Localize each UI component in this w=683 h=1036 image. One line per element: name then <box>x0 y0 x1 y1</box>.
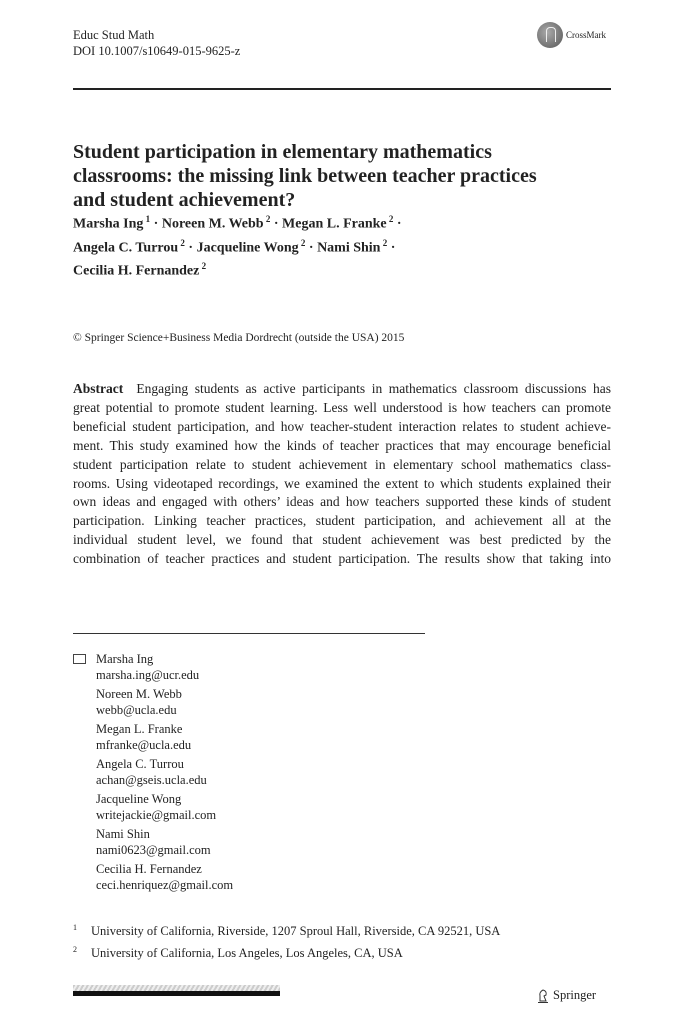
author-name: Jacqueline Wong <box>196 240 299 256</box>
abstract-line: ment. This study examined how the kinds of teacher practices that may encourage beneficial <box>73 437 611 453</box>
author-name: Angela C. Turrou <box>73 240 179 256</box>
contact-entry <box>96 722 233 753</box>
author-name: Megan L. Franke <box>282 216 387 232</box>
abstract-line: participation. Linking teacher practices, student participation, and achievement all at the <box>73 513 611 529</box>
author-affiliation-mark: 2 <box>300 237 306 248</box>
copyright: © Springer Science+Business Media Dordrecht (outside the USA) 2015 <box>73 332 405 344</box>
author-affiliation-mark: 2 <box>201 261 207 272</box>
abstract-line: student participation relate to student achievement in elementary school mathematics class- <box>73 456 611 472</box>
contact-entry <box>96 827 233 858</box>
contact-email[interactable]: achan@gseis.ucla.edu <box>96 772 207 787</box>
affiliation-number: 2 <box>73 945 77 954</box>
contact-email[interactable]: ceci.henriquez@gmail.com <box>96 877 234 892</box>
title-line: classrooms: the missing link between teacher practices <box>73 165 537 187</box>
title-line: Student participation in elementary mathematics <box>73 141 492 163</box>
envelope-icon <box>73 654 86 664</box>
contact-email[interactable]: mfranke@ucla.edu <box>96 737 192 752</box>
journal-name: Educ Stud Math <box>73 28 155 42</box>
author-name: Nami Shin <box>317 240 381 256</box>
footnote-rule <box>73 633 425 634</box>
abstract-label: Abstract <box>73 381 124 396</box>
contact-name: Noreen M. Webb <box>96 687 182 701</box>
abstract-line: combination of teacher practices and student participation. The results show that taking into <box>73 551 611 567</box>
author-list: Marsha Ing $^1$ · Noreen M. Webb $^2$ · Megan L. Franke $^2$ · Angela C. Turrou $^2$ · Jacqueline Wong $^2$ · Nami Shin $^2$ · Cecilia H. Fernandez $^2$ <box>73 214 402 279</box>
author-affiliation-mark: 2 <box>180 237 185 248</box>
affiliation <box>73 945 403 961</box>
title-line: and student achievement? <box>73 189 296 211</box>
paper-title <box>73 140 537 212</box>
contact-entry <box>96 862 233 893</box>
contact-name: Cecilia H. Fernandez <box>96 862 202 876</box>
contact-name: Marsha Ing <box>96 652 154 666</box>
contact-name: Jacqueline Wong <box>96 792 182 806</box>
author-name: Cecilia H. Fernandez <box>73 263 200 279</box>
author-affiliation-mark: 2 <box>265 214 271 224</box>
springer-logo <box>537 988 596 1003</box>
contact-name: Angela C. Turrou <box>96 757 184 771</box>
affiliation <box>73 923 500 939</box>
contact-entry <box>96 687 233 718</box>
abstract-line: rooms. Using videotaped recordings, we examined the extent to which students explained their <box>73 475 611 491</box>
contact-entry <box>96 757 233 788</box>
abstract-text: Engaging students as active participants in mathematics classroom discussions has <box>136 381 611 396</box>
abstract-line: own ideas and engaged with others’ ideas and how teachers supported these kinds of student <box>73 494 611 510</box>
contact-email[interactable]: webb@ucla.edu <box>96 702 177 717</box>
abstract-line <box>73 380 611 399</box>
crossmark-label: CrossMark <box>566 30 606 40</box>
contact-list <box>73 652 233 897</box>
contact-name: Megan L. Franke <box>96 722 183 736</box>
affiliation-text: University of California, Los Angeles, Los Angeles, CA, USA <box>91 946 403 961</box>
doi[interactable]: DOI 10.1007/s10649-015-9625-z <box>73 44 241 58</box>
author-affiliation-mark: 1 <box>145 214 151 224</box>
abstract-line: beneficial student participation, and how teacher-student interaction relates to student achieve- <box>73 418 611 434</box>
contact-email[interactable]: marsha.ing@ucr.edu <box>96 667 200 682</box>
footer-bar <box>73 985 280 996</box>
author-affiliation-mark: 2 <box>388 214 394 224</box>
affiliation-number: 1 <box>73 923 77 932</box>
contact-entry <box>96 792 233 823</box>
header-rule <box>73 88 611 90</box>
author-name: Marsha Ing <box>73 216 144 232</box>
affiliation-text: University of California, Riverside, 1207 Sproul Hall, Riverside, CA 92521, USA <box>91 924 501 939</box>
abstract <box>73 380 611 569</box>
contact-email[interactable]: writejackie@gmail.com <box>96 807 217 822</box>
springer-knight-icon <box>537 989 549 1003</box>
contact-email[interactable]: nami0623@gmail.com <box>96 842 211 857</box>
abstract-line: individual student level, we found that student achievement was best predicted by the <box>73 532 611 548</box>
contact-entry <box>96 652 233 683</box>
journal-header <box>73 27 240 59</box>
contact-name: Nami Shin <box>96 827 150 841</box>
publisher-name: Springer <box>553 988 597 1002</box>
crossmark-badge[interactable] <box>537 22 606 48</box>
author-affiliation-mark: 2 <box>382 237 388 248</box>
abstract-line: great potential to promote student learning. Less well understood is how teachers can promote <box>73 399 611 415</box>
author-name: Noreen M. Webb <box>161 216 264 232</box>
crossmark-icon <box>537 22 563 48</box>
